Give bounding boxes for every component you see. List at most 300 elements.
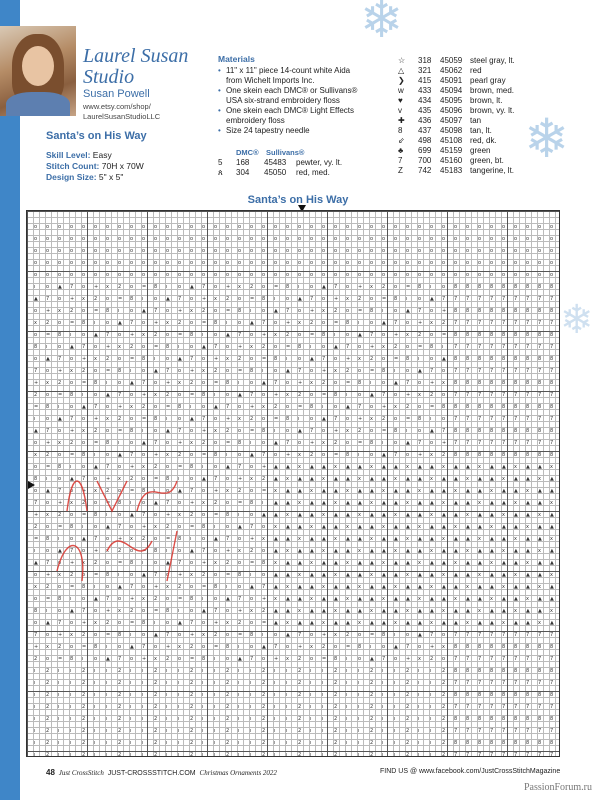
svg-text:o: o: [334, 260, 338, 266]
svg-text:x: x: [82, 560, 85, 566]
svg-text:o: o: [262, 272, 266, 278]
svg-text:8: 8: [382, 368, 386, 374]
svg-text:ı: ı: [94, 584, 96, 590]
svg-text:o: o: [166, 332, 170, 338]
svg-text:x: x: [274, 332, 277, 338]
svg-text:2: 2: [118, 728, 122, 734]
svg-text:7: 7: [478, 296, 482, 302]
svg-text:ı: ı: [274, 716, 276, 722]
svg-text:x: x: [490, 560, 493, 566]
key-row: ⇙ 498 45108 red, dk.: [398, 136, 497, 145]
svg-text:=: =: [118, 296, 123, 302]
svg-text:2: 2: [94, 560, 98, 566]
svg-text:ı: ı: [322, 668, 324, 674]
svg-text:+: +: [406, 392, 411, 398]
svg-text:o: o: [142, 476, 146, 482]
svg-text:7: 7: [538, 416, 542, 422]
svg-text:o: o: [154, 512, 158, 518]
svg-text:x: x: [382, 488, 385, 494]
svg-text:8: 8: [82, 584, 86, 590]
svg-text:8: 8: [514, 284, 518, 290]
svg-text:▲: ▲: [478, 476, 482, 482]
svg-text:o: o: [298, 260, 302, 266]
svg-text:▲: ▲: [274, 464, 278, 470]
svg-text:ı: ı: [346, 716, 348, 722]
svg-text:2: 2: [442, 452, 446, 458]
svg-text:+: +: [238, 344, 243, 350]
svg-text:ı: ı: [310, 716, 312, 722]
key-row: 8 437 45098 tan, lt.: [398, 126, 492, 135]
svg-text:x: x: [58, 308, 61, 314]
svg-text:ı: ı: [94, 716, 96, 722]
svg-text:ı: ı: [130, 668, 132, 674]
svg-text:2: 2: [310, 320, 314, 326]
svg-text:▲: ▲: [286, 524, 290, 530]
svg-text:8: 8: [502, 284, 506, 290]
svg-text:o: o: [118, 596, 122, 602]
svg-text:8: 8: [190, 464, 194, 470]
svg-text:o: o: [370, 248, 374, 254]
svg-text:ı: ı: [262, 500, 264, 506]
svg-text:▲: ▲: [346, 572, 350, 578]
svg-text:2: 2: [406, 716, 410, 722]
svg-text:2: 2: [118, 548, 122, 554]
svg-text:2: 2: [226, 428, 230, 434]
svg-text:▲: ▲: [550, 596, 554, 602]
svg-text:x: x: [466, 584, 469, 590]
svg-text:7: 7: [538, 320, 542, 326]
svg-text:+: +: [262, 332, 267, 338]
svg-text:=: =: [118, 560, 123, 566]
svg-text:2: 2: [106, 356, 110, 362]
svg-text:o: o: [358, 236, 362, 242]
svg-text:x: x: [322, 512, 325, 518]
svg-text:2: 2: [106, 620, 110, 626]
svg-text:x: x: [550, 500, 553, 506]
svg-text:+: +: [190, 632, 195, 638]
svg-text:▲: ▲: [370, 620, 374, 626]
svg-text:ı: ı: [154, 620, 156, 626]
svg-text:▲: ▲: [226, 464, 230, 470]
svg-text:+: +: [250, 536, 255, 542]
svg-text:ı: ı: [202, 740, 204, 746]
svg-text:7: 7: [442, 296, 446, 302]
svg-text:o: o: [478, 260, 482, 266]
svg-text:8: 8: [490, 644, 494, 650]
svg-text:▲: ▲: [454, 608, 458, 614]
svg-text:▲: ▲: [154, 500, 158, 506]
svg-text:x: x: [370, 500, 373, 506]
svg-text:+: +: [154, 452, 159, 458]
svg-text:o: o: [94, 608, 98, 614]
svg-text:x: x: [526, 596, 529, 602]
svg-text:o: o: [178, 524, 182, 530]
svg-text:o: o: [394, 656, 398, 662]
svg-text:+: +: [334, 296, 339, 302]
svg-text:x: x: [286, 512, 289, 518]
svg-text:7: 7: [178, 560, 182, 566]
svg-text:o: o: [394, 272, 398, 278]
svg-text:o: o: [178, 548, 182, 554]
svg-text:8: 8: [514, 404, 518, 410]
svg-text:o: o: [250, 332, 254, 338]
svg-text:▲: ▲: [226, 596, 230, 602]
svg-text:2: 2: [46, 692, 50, 698]
svg-text:▲: ▲: [538, 572, 542, 578]
svg-text:x: x: [418, 596, 421, 602]
svg-text:ı: ı: [34, 740, 36, 746]
svg-text:o: o: [466, 272, 470, 278]
designer-url[interactable]: www.etsy.com/shop/ LaurelSusanStudioLLC: [83, 102, 161, 121]
designer-credit: Susan Powell: [83, 88, 150, 100]
svg-text:x: x: [298, 572, 301, 578]
svg-text:o: o: [70, 272, 74, 278]
svg-text:▲: ▲: [46, 620, 50, 626]
svg-text:▲: ▲: [442, 584, 446, 590]
svg-text:7: 7: [466, 680, 470, 686]
svg-text:x: x: [370, 536, 373, 542]
svg-text:7: 7: [262, 452, 266, 458]
svg-text:▲: ▲: [538, 536, 542, 542]
svg-text:x: x: [490, 596, 493, 602]
svg-text:▲: ▲: [190, 548, 194, 554]
svg-text:x: x: [514, 536, 517, 542]
svg-text:o: o: [82, 260, 86, 266]
svg-text:8: 8: [550, 692, 554, 698]
svg-text:ı: ı: [70, 464, 72, 470]
svg-text:o: o: [214, 248, 218, 254]
svg-text:x: x: [358, 584, 361, 590]
svg-text:7: 7: [526, 632, 530, 638]
svg-text:x: x: [106, 284, 109, 290]
svg-text:x: x: [286, 548, 289, 554]
svg-text:7: 7: [250, 524, 254, 530]
svg-text:8: 8: [490, 716, 494, 722]
footer-social[interactable]: FIND US @ www.facebook.com/JustCrossStitchMagazine: [380, 768, 561, 775]
svg-text:o: o: [418, 224, 422, 230]
svg-text:o: o: [406, 224, 410, 230]
svg-text:8: 8: [466, 668, 470, 674]
svg-text:7: 7: [454, 632, 458, 638]
svg-text:x: x: [502, 512, 505, 518]
svg-text:x: x: [334, 608, 337, 614]
svg-text:o: o: [286, 272, 290, 278]
svg-text:▲: ▲: [382, 584, 386, 590]
svg-text:2: 2: [226, 728, 230, 734]
svg-text:o: o: [82, 464, 86, 470]
svg-text:o: o: [370, 428, 374, 434]
svg-text:o: o: [322, 344, 326, 350]
svg-text:7: 7: [490, 704, 494, 710]
svg-text:ı: ı: [130, 500, 132, 506]
svg-text:o: o: [202, 356, 206, 362]
svg-text:▲: ▲: [406, 620, 410, 626]
svg-text:o: o: [190, 224, 194, 230]
svg-text:+: +: [418, 452, 423, 458]
svg-text:=: =: [142, 548, 147, 554]
svg-text:+: +: [202, 428, 207, 434]
svg-text:2: 2: [70, 308, 74, 314]
svg-text:x: x: [454, 488, 457, 494]
svg-text:2: 2: [286, 332, 290, 338]
svg-text:x: x: [46, 512, 49, 518]
svg-text:x: x: [178, 644, 181, 650]
svg-text:o: o: [454, 272, 458, 278]
svg-text:o: o: [214, 272, 218, 278]
svg-text:8: 8: [106, 572, 110, 578]
svg-text:8: 8: [502, 716, 506, 722]
svg-text:o: o: [238, 404, 242, 410]
svg-text:8: 8: [262, 428, 266, 434]
svg-text:o: o: [250, 356, 254, 362]
svg-text:8: 8: [466, 716, 470, 722]
svg-text:x: x: [478, 464, 481, 470]
svg-text:ı: ı: [310, 692, 312, 698]
svg-text:7: 7: [58, 488, 62, 494]
svg-text:+: +: [334, 428, 339, 434]
svg-text:2: 2: [190, 644, 194, 650]
svg-text:ı: ı: [358, 752, 360, 758]
svg-text:ı: ı: [142, 752, 144, 758]
svg-text:▲: ▲: [202, 608, 206, 614]
svg-text:8: 8: [58, 332, 62, 338]
svg-text:o: o: [82, 332, 86, 338]
svg-text:=: =: [334, 320, 339, 326]
svg-text:▲: ▲: [418, 548, 422, 554]
svg-text:o: o: [250, 464, 254, 470]
svg-text:▲: ▲: [406, 308, 410, 314]
svg-text:ı: ı: [250, 716, 252, 722]
svg-text:▲: ▲: [238, 392, 242, 398]
svg-text:x: x: [94, 620, 97, 626]
svg-text:▲: ▲: [478, 620, 482, 626]
svg-text:ı: ı: [34, 680, 36, 686]
svg-text:8: 8: [538, 332, 542, 338]
svg-text:8: 8: [526, 380, 530, 386]
svg-text:x: x: [550, 608, 553, 614]
svg-text:o: o: [454, 248, 458, 254]
svg-text:o: o: [226, 272, 230, 278]
svg-text:▲: ▲: [418, 500, 422, 506]
svg-text:▲: ▲: [550, 512, 554, 518]
svg-text:7: 7: [550, 344, 554, 350]
svg-text:2: 2: [382, 416, 386, 422]
svg-text:o: o: [250, 248, 254, 254]
svg-text:ı: ı: [430, 680, 432, 686]
svg-text:7: 7: [154, 308, 158, 314]
svg-text:7: 7: [514, 320, 518, 326]
svg-text:ı: ı: [226, 452, 228, 458]
svg-text:ı: ı: [214, 668, 216, 674]
svg-text:o: o: [106, 260, 110, 266]
svg-text:▲: ▲: [358, 608, 362, 614]
svg-text:+: +: [142, 656, 147, 662]
svg-text:8: 8: [550, 428, 554, 434]
svg-text:2: 2: [118, 740, 122, 746]
svg-text:o: o: [490, 272, 494, 278]
svg-text:x: x: [214, 296, 217, 302]
svg-text:ı: ı: [58, 680, 60, 686]
svg-text:▲: ▲: [550, 548, 554, 554]
svg-text:2: 2: [154, 332, 158, 338]
svg-text:8: 8: [514, 740, 518, 746]
svg-text:2: 2: [190, 704, 194, 710]
svg-text:o: o: [238, 584, 242, 590]
svg-text:o: o: [154, 248, 158, 254]
svg-text:x: x: [202, 368, 205, 374]
svg-text:ı: ı: [322, 692, 324, 698]
svg-text:▲: ▲: [382, 548, 386, 554]
svg-text:o: o: [142, 224, 146, 230]
svg-text:7: 7: [550, 368, 554, 374]
svg-text:o: o: [250, 644, 254, 650]
svg-text:7: 7: [526, 656, 530, 662]
svg-text:2: 2: [46, 320, 50, 326]
svg-text:=: =: [406, 416, 411, 422]
svg-text:▲: ▲: [502, 488, 506, 494]
svg-text:▲: ▲: [334, 476, 338, 482]
svg-text:=: =: [130, 488, 135, 494]
svg-text:=: =: [70, 584, 75, 590]
svg-text:7: 7: [454, 440, 458, 446]
svg-text:o: o: [70, 488, 74, 494]
svg-text:2: 2: [154, 716, 158, 722]
svg-text:o: o: [430, 332, 434, 338]
svg-text:o: o: [82, 416, 86, 422]
svg-text:7: 7: [514, 632, 518, 638]
svg-text:2: 2: [34, 656, 38, 662]
svg-text:o: o: [262, 248, 266, 254]
svg-text:o: o: [346, 440, 350, 446]
watermark: PassionForum.ru: [523, 782, 592, 793]
svg-text:o: o: [442, 272, 446, 278]
svg-text:o: o: [430, 248, 434, 254]
svg-text:7: 7: [550, 440, 554, 446]
svg-text:8: 8: [526, 740, 530, 746]
svg-text:▲: ▲: [406, 596, 410, 602]
svg-text:+: +: [370, 344, 375, 350]
svg-text:7: 7: [82, 476, 86, 482]
svg-text:x: x: [430, 548, 433, 554]
svg-text:ı: ı: [58, 668, 60, 674]
svg-text:=: =: [166, 536, 171, 542]
svg-text:o: o: [262, 236, 266, 242]
svg-text:x: x: [454, 560, 457, 566]
svg-text:x: x: [346, 428, 349, 434]
svg-text:o: o: [94, 224, 98, 230]
svg-text:2: 2: [202, 308, 206, 314]
svg-text:8: 8: [538, 380, 542, 386]
svg-text:7: 7: [454, 680, 458, 686]
svg-text:ı: ı: [70, 740, 72, 746]
svg-text:o: o: [226, 632, 230, 638]
svg-text:▲: ▲: [298, 584, 302, 590]
svg-text:o: o: [106, 224, 110, 230]
svg-text:8: 8: [466, 356, 470, 362]
svg-text:o: o: [178, 272, 182, 278]
svg-text:ı: ı: [166, 704, 168, 710]
svg-text:7: 7: [466, 656, 470, 662]
svg-text:7: 7: [514, 416, 518, 422]
svg-text:o: o: [238, 428, 242, 434]
svg-text:ı: ı: [418, 692, 420, 698]
svg-text:▲: ▲: [478, 512, 482, 518]
svg-text:ı: ı: [202, 668, 204, 674]
svg-text:ı: ı: [106, 512, 108, 518]
svg-text:o: o: [202, 260, 206, 266]
svg-text:▲: ▲: [490, 548, 494, 554]
svg-text:ı: ı: [418, 668, 420, 674]
svg-text:o: o: [202, 380, 206, 386]
svg-text:x: x: [478, 536, 481, 542]
svg-text:ı: ı: [34, 728, 36, 734]
svg-text:o: o: [502, 272, 506, 278]
svg-text:8: 8: [550, 452, 554, 458]
svg-text:2: 2: [190, 728, 194, 734]
svg-text:o: o: [274, 236, 278, 242]
svg-text:▲: ▲: [490, 584, 494, 590]
svg-text:x: x: [298, 320, 301, 326]
svg-text:ı: ı: [346, 656, 348, 662]
svg-text:2: 2: [370, 692, 374, 698]
svg-text:o: o: [58, 248, 62, 254]
svg-text:o: o: [214, 284, 218, 290]
svg-text:ı: ı: [58, 728, 60, 734]
svg-text:o: o: [94, 344, 98, 350]
svg-text:o: o: [442, 236, 446, 242]
svg-text:x: x: [214, 560, 217, 566]
svg-text:o: o: [178, 632, 182, 638]
svg-text:8: 8: [286, 284, 290, 290]
svg-text:ı: ı: [214, 716, 216, 722]
svg-text:2: 2: [334, 440, 338, 446]
svg-text:2: 2: [154, 752, 158, 758]
svg-text:7: 7: [130, 320, 134, 326]
svg-text:o: o: [418, 380, 422, 386]
svg-text:ı: ı: [382, 692, 384, 698]
svg-text:o: o: [298, 332, 302, 338]
svg-text:▲: ▲: [418, 512, 422, 518]
svg-text:o: o: [370, 404, 374, 410]
svg-text:2: 2: [442, 668, 446, 674]
svg-text:▲: ▲: [406, 548, 410, 554]
svg-text:ı: ı: [178, 752, 180, 758]
materials-item: • 11" x 11" piece 14-count white Aida from Wichelt Imports Inc.: [218, 66, 366, 86]
svg-text:8: 8: [466, 308, 470, 314]
svg-text:2: 2: [334, 740, 338, 746]
svg-text:+: +: [286, 320, 291, 326]
svg-text:2: 2: [406, 704, 410, 710]
svg-text:8: 8: [226, 380, 230, 386]
svg-text:8: 8: [346, 320, 350, 326]
svg-text:o: o: [34, 308, 38, 314]
svg-text:2: 2: [298, 704, 302, 710]
svg-text:▲: ▲: [274, 308, 278, 314]
svg-text:ı: ı: [106, 644, 108, 650]
svg-text:7: 7: [466, 344, 470, 350]
svg-text:o: o: [214, 416, 218, 422]
svg-text:7: 7: [514, 704, 518, 710]
svg-text:8: 8: [526, 452, 530, 458]
svg-text:x: x: [274, 524, 277, 530]
svg-text:2: 2: [178, 452, 182, 458]
svg-text:x: x: [526, 488, 529, 494]
svg-text:2: 2: [262, 728, 266, 734]
svg-text:7: 7: [70, 416, 74, 422]
svg-text:o: o: [106, 272, 110, 278]
svg-text:8: 8: [370, 440, 374, 446]
svg-text:x: x: [106, 548, 109, 554]
